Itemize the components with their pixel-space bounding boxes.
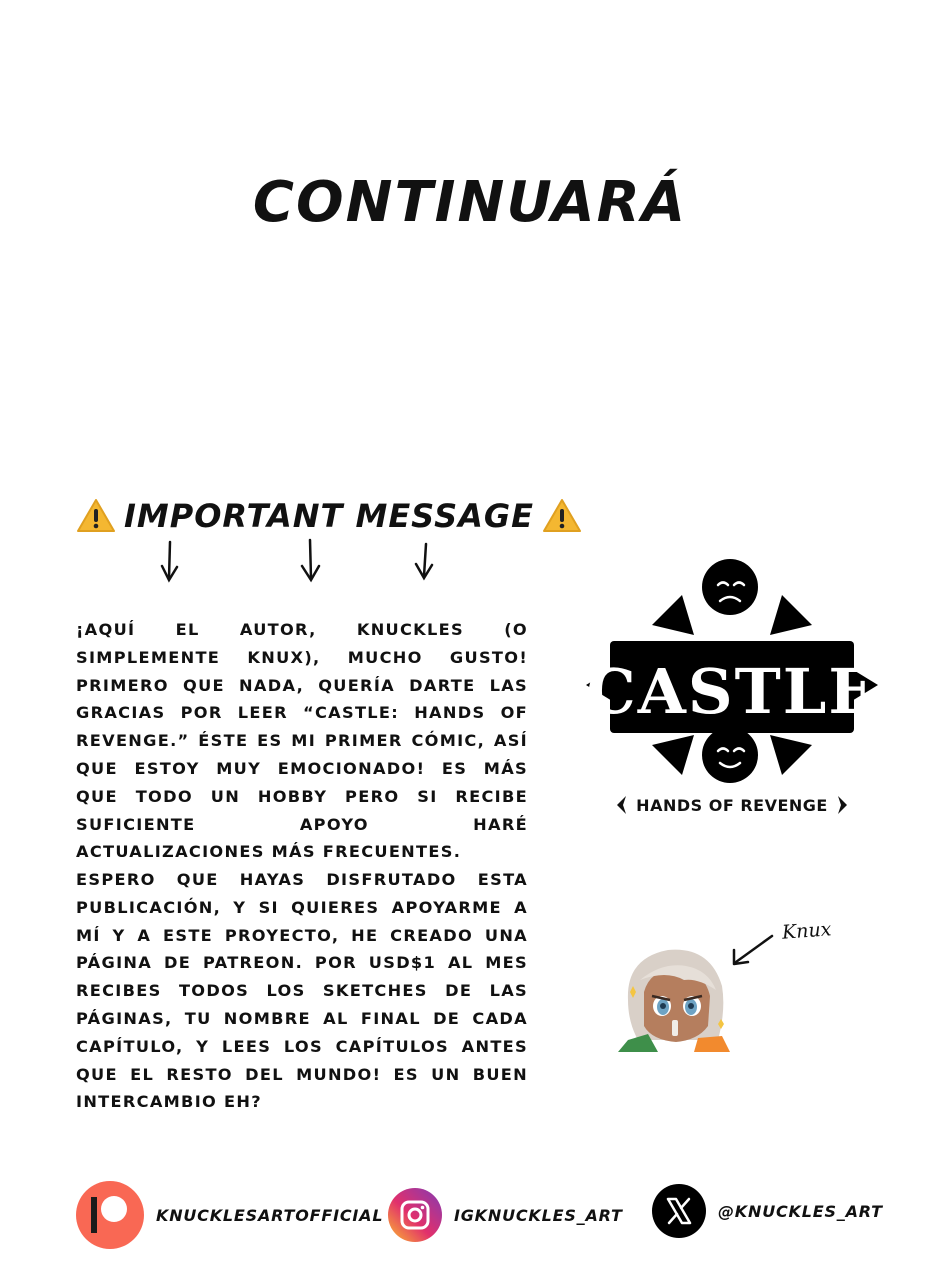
down-arrow-icon: [416, 544, 432, 578]
page-title: CONTINUARÁ: [252, 170, 688, 235]
chevron-left-icon: [614, 794, 628, 816]
chevron-right-icon: [836, 794, 850, 816]
patreon-message-paragraph: ESPERO QUE HAYAS DISFRUTADO ESTA PUBLICACIÓN, Y SI QUIERES APOYARME A MÍ Y A ESTE PROYECTO, HE CREADO UNA PÁGINA DE PATREON. POR USD$1 AL MES RECIBES TODOS LOS SKETCHES DE LAS PÁGINAS, TU NOMBRE AL FINAL DE CADA CAPÍTULO, Y LEES LOS CAPÍTULOS ANTES QUE EL RESTO DEL MUNDO! ES UN BUEN INTERCAMBIO EH?: [76, 870, 528, 1112]
down-arrow-icon: [302, 540, 319, 580]
x-icon: [652, 1184, 706, 1238]
down-arrows: [150, 538, 450, 588]
instagram-icon: [388, 1188, 442, 1242]
x-link[interactable]: [652, 1176, 883, 1246]
warning-icon: [542, 498, 582, 534]
warning-icon: [76, 498, 116, 534]
instagram-link[interactable]: [388, 1180, 623, 1250]
patreon-icon: [76, 1181, 144, 1249]
important-message-heading: [76, 494, 556, 538]
important-message-label: IMPORTANT MESSAGE: [124, 497, 535, 535]
knux-avatar: [618, 940, 730, 1052]
author-message-paragraph: ¡AQUÍ EL AUTOR, KNUCKLES (O SIMPLEMENTE KNUX), MUCHO GUSTO! PRIMERO QUE NADA, QUERÍA DARTE LAS GRACIAS POR LEER “CASTLE: HANDS OF REVENGE.” ÉSTE ES MI PRIMER CÓMIC, ASÍ QUE ESTOY MUY EMOCIONADO! ES MÁS QUE TODO UN HOBBY PERO SI RECIBE SUFICIENTE APOYO HARÉ ACTUALIZACIONES MÁS FRECUENTES.: [76, 620, 528, 862]
instagram-label: IGKNUCKLES_ART: [454, 1205, 623, 1225]
down-arrow-icon: [162, 542, 177, 580]
castle-logo: [582, 555, 882, 817]
logo-tagline: [582, 790, 882, 820]
logo-wordmark: CASTLE: [586, 655, 878, 728]
patreon-link[interactable]: [76, 1180, 383, 1250]
avatar-label: Knux: [781, 918, 833, 944]
logo-tagline-text: HANDS OF REVENGE: [636, 795, 828, 815]
pointer-arrow-icon: [728, 930, 778, 970]
patreon-label: KNUCKLESARTOFFICIAL: [156, 1205, 384, 1225]
x-label: @KNUCKLES_ART: [718, 1201, 883, 1221]
